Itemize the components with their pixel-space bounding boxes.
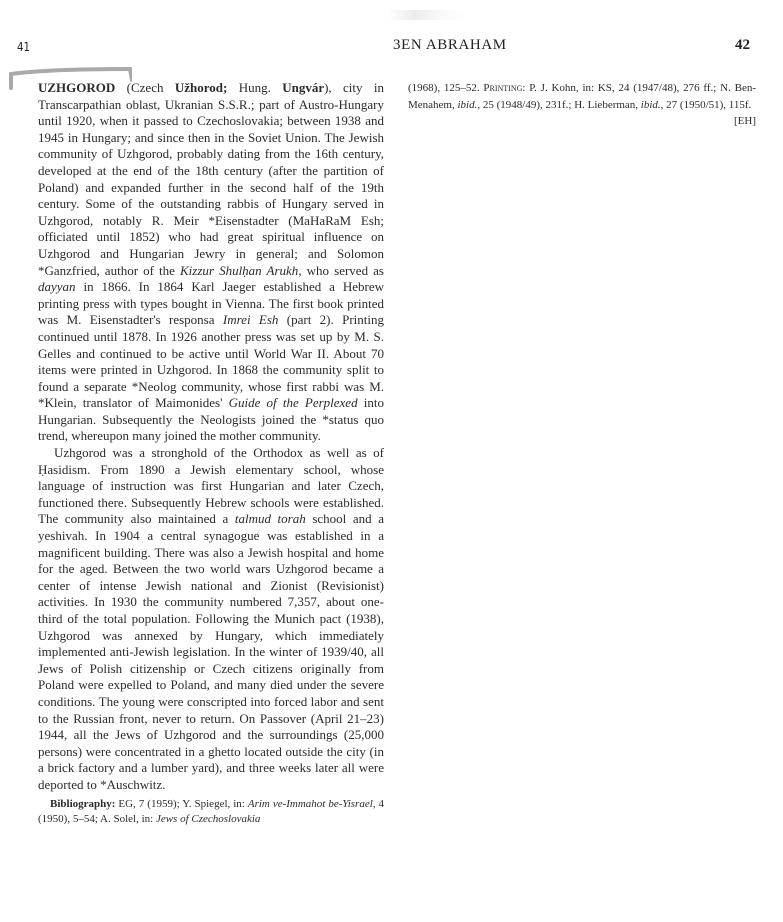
title-arim: Arim ve-Immahot be-Yisrael	[247, 797, 373, 810]
term-dayyan: dayyan	[38, 279, 76, 295]
page-number-left: 41	[17, 40, 30, 54]
title-kizzur: Kizzur Shulḥan Arukh	[180, 262, 299, 278]
title-jews-czech: Jews of Czechoslovakia	[155, 813, 261, 826]
left-column	[38, 80, 384, 828]
ibid-2: ibid.	[640, 98, 661, 111]
headword: UZHGOROD	[38, 80, 116, 95]
printing-label: Printing	[483, 82, 523, 94]
title-guide: Guide of the Perplexed	[228, 395, 358, 411]
bibliography-continued: (1968), 125–52. Printing: P. J. Kohn, in: KS, 24 (1947/48), 276 ff.; N. Ben-Menahem, ibid., 25 (1948/49), 231f.; H. Lieberman, ibid., 27 (1950/51), 115f. [EH]	[408, 80, 756, 113]
author-initials: [EH]	[734, 115, 756, 128]
hungarian-name: Ungvár	[282, 80, 325, 95]
term-talmud-torah: talmud torah	[234, 511, 306, 527]
right-column	[408, 80, 756, 130]
running-head: 3EN ABRAHAM	[393, 37, 507, 53]
bibliography-label: Bibliography:	[50, 797, 116, 810]
scan-smudge	[388, 10, 468, 20]
page-number-right: 42	[735, 37, 750, 53]
article-paragraph-2: Uzhgorod was a stronghold of the Orthodox as well as of Ḥasidism. From 1890 a Jewish elementary school, whose language of instruction was first Hungarian and later Czech, functioned there. Subsequently Hebrew schools were established. The community also maintained a talmud torah school and a yeshivah. In 1904 a central synagogue was established in a magnificent building. There was also a Jewish hospital and home for the aged. Between the two world wars Uzhgorod became a center of intense Jewish national and Zionist (Revisionist) activities. In 1930 the community numbered 7,357, about one-third of the total population. Following the Munich pact (1938), Uzhgorod was annexed by Hungary, which immediately implemented anti-Jewish legislation. In the winter of 1939/40, all Jews of Polish citizenship or Czech citizens originally from Poland were expelled to Poland, and many died under the severe conditions. The young were conscripted into forced labor and sent to the Russian front, never to return. On Passover (April 21–23) 1944, all the Jews of Uzhgorod and the surroundings (25,000 persons) were concentrated in a ghetto located outside the city (in a brick factory and a lumber yard), and three weeks later all were deported to *Auschwitz.	[38, 445, 384, 792]
article-paragraph-1: UZHGOROD (Czech Užhorod; Hung. Ungvár), city in Transcarpathian oblast, Ukranian S.S.R.; part of Austro-Hungary until 1920, when it passed to Czechoslovakia; between 1938 and 1945 in Hungary; and since then in the Soviet Union. The Jewish community of Uzhgorod, probably dating from the 16th century, developed at the end of the 18th century (after the partition of Poland) and expanded further in the second half of the 19th century. Some of the outstanding rabbis of Hungary served in Uzhgorod, notably R. Meir *Eisenstadter (MaHaRaM Esh; officiated until 1852) who had great spiritual influence on Uzhgorod and Hungarian Jewry in general; and Solomon *Ganzfried, author of the Kizzur Shulḥan Arukh, who served as dayyan in 1866. In 1864 Karl Jaeger established a Hebrew printing press with types bought in Vienna. The first book printed was M. Eisenstadter's responsa Imrei Esh (part 2). Printing continued until 1878. In 1926 another press was set up by M. S. Gelles and continued to be active until World War II. About 70 items were printed in Uzhgorod. In 1868 the community split to found a separate *Neolog community, whose first rabbi was M. *Klein, translator of Maimonides' Guide of the Perplexed into Hungarian. Subsequently the Neologists joined the *status quo trend, whereupon many joined the mother community.	[38, 80, 385, 444]
ibid-1: ibid.	[457, 98, 478, 111]
bibliography: Bibliography: EG, 7 (1959); Y. Spiegel, in: Arim ve-Immahot be-Yisrael, 4 (1950), 5–54; A. Solel, in: Jews of Czechoslovakia	[38, 797, 385, 826]
title-imrei-esh: Imrei Esh	[222, 312, 279, 328]
czech-name: Užhorod;	[174, 80, 228, 95]
